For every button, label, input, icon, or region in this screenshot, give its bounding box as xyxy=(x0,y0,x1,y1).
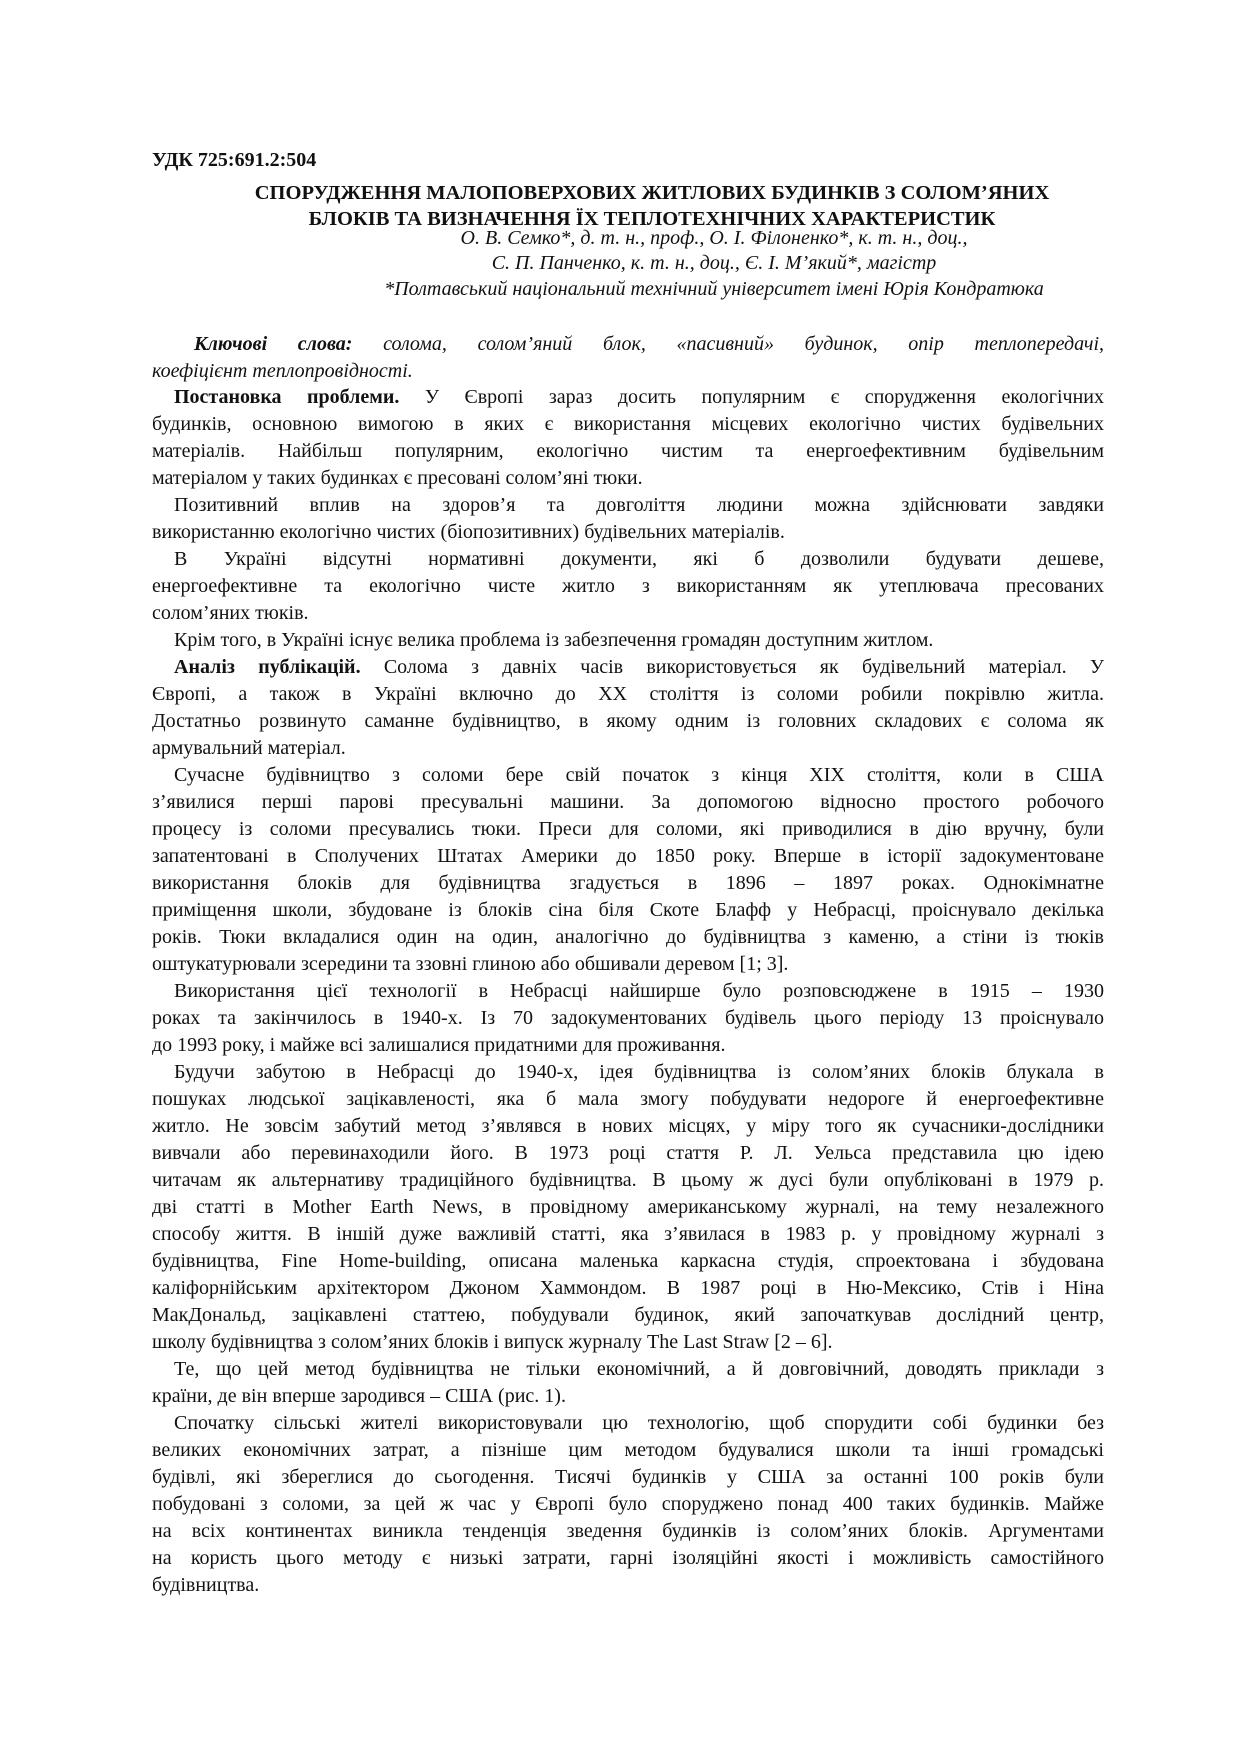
text-line xyxy=(152,1140,1104,1167)
line-text: Те, що цей метод будівництва не тільки економічний, а й довговічний, доводять приклади з xyxy=(174,1358,1104,1380)
line-text: до 1993 року, і майже всі залишалися придатними для проживання. xyxy=(152,1034,726,1056)
paragraph xyxy=(152,762,1104,978)
line-text: будівництва, Fine Home-building, описана маленька каркасна студія, спроектована і збудована xyxy=(152,1250,1104,1272)
text-line xyxy=(152,411,1104,438)
text-line xyxy=(152,573,1104,600)
text-line xyxy=(152,978,1104,1005)
text-line xyxy=(152,600,1104,627)
line-text: Солома з давніх часів використовується як будівельний матеріал. У xyxy=(360,656,1104,678)
line-text: У Європі зараз досить популярним є спорудження екологічних xyxy=(399,386,1104,408)
line-text: оштукатурювали зсередини та ззовні глиною або обшивали деревом [1; 3]. xyxy=(152,953,789,975)
text-line xyxy=(152,681,1104,708)
text-line xyxy=(152,924,1104,951)
udc-code: УДК 725:691.2:504 xyxy=(152,149,317,171)
line-text: великих економічних затрат, а пізніше цим методом будувалися школи та інші громадські xyxy=(152,1439,1104,1461)
line-text: країни, де він вперше зародився – США (рис. 1). xyxy=(152,1385,566,1407)
text-line xyxy=(152,1167,1104,1194)
line-text: матеріалом у таких будинках є пресовані солом’яні тюки. xyxy=(152,467,643,489)
line-text: армувальний матеріал. xyxy=(152,737,346,759)
line-text: матеріалів. Найбільш популярним, екологічно чистим та енергоефективним будівельним xyxy=(152,440,1104,462)
text-line xyxy=(152,1518,1104,1545)
line-text: з’явилися перші парові пресувальні машини. За допомогою відносно простого робочого xyxy=(152,791,1104,813)
text-line xyxy=(152,951,1104,978)
text-line xyxy=(152,1302,1104,1329)
text-line xyxy=(152,1572,1104,1599)
text-line xyxy=(152,1437,1104,1464)
text-line xyxy=(152,627,1104,654)
text-line xyxy=(152,1059,1104,1086)
line-text: Будучи забутою в Небрасці до 1940-х, ідея будівництва із солом’яних блоків блукала в xyxy=(174,1061,1104,1083)
line-text: енергоефективне та екологічно чисте житло з використанням як утеплювача пресованих xyxy=(152,575,1104,597)
text-line xyxy=(152,816,1104,843)
text-line xyxy=(152,519,1104,546)
line-text: вивчали або перевинаходили його. В 1973 році стаття Р. Л. Уельса представила цю ідею xyxy=(152,1142,1104,1164)
paragraph xyxy=(152,1356,1104,1410)
authors-line-1: О. В. Семко*, д. т. н., проф., О. І. Філоненко*, к. т. н., доц., xyxy=(460,227,968,249)
text-line xyxy=(152,1383,1104,1410)
paragraph xyxy=(152,1059,1104,1356)
article-title-line-2: БЛОКІВ ТА ВИЗНАЧЕННЯ ЇХ ТЕПЛОТЕХНІЧНИХ ХАРАКТЕРИСТИК xyxy=(308,208,996,230)
text-line xyxy=(152,492,1104,519)
text-line xyxy=(152,438,1104,465)
text-line xyxy=(152,1329,1104,1356)
line-text: Достатньо розвинуто саманне будівництво, в якому одним із головних складових є солома як xyxy=(152,710,1104,732)
paragraph xyxy=(152,1410,1104,1599)
text-line xyxy=(152,1410,1104,1437)
text-line xyxy=(152,1113,1104,1140)
line-text: каліфорнійським архітектором Джоном Хаммондом. В 1987 році в Ню-Мексико, Стів і Ніна xyxy=(152,1277,1104,1299)
keywords-label: Ключові слова: xyxy=(194,333,353,355)
line-text: років. Тюки вкладалися один на один, аналогічно до будівництва з каменю, а стіни із тюків xyxy=(152,926,1104,948)
text-line xyxy=(152,546,1104,573)
line-text: використання блоків для будівництва згадується в 1896 – 1897 роках. Однокімнатне xyxy=(152,872,1104,894)
text-line xyxy=(152,465,1104,492)
text-line xyxy=(152,1005,1104,1032)
text-line xyxy=(152,1491,1104,1518)
text-line xyxy=(152,843,1104,870)
line-text: приміщення школи, збудоване із блоків сіна біля Скоте Блафф у Небрасці, проіснувало декілька xyxy=(152,899,1104,921)
line-text: Спочатку сільські жителі використовували цю технологію, щоб спорудити собі будинки без xyxy=(174,1412,1104,1434)
line-text: запатентовані в Сполучених Штатах Америки до 1850 року. Вперше в історії задокументоване xyxy=(152,845,1104,867)
text-line xyxy=(152,1194,1104,1221)
text-line xyxy=(152,1248,1104,1275)
line-text: пошуках людської зацікавленості, яка б мала змогу побудувати недороге й енергоефективне xyxy=(152,1088,1104,1110)
line-text: Використання цієї технології в Небрасці найширше було розповсюджене в 1915 – 1930 xyxy=(174,980,1104,1002)
keywords-line-2: коефіцієнт теплопровідності. xyxy=(152,359,413,382)
line-text: Позитивний вплив на здоров’я та довголіття людини можна здійснювати завдяки xyxy=(174,494,1104,516)
line-text: МакДональд, зацікавлені статтею, побудували будинок, який започаткував дослідний центр, xyxy=(152,1304,1104,1326)
text-line xyxy=(152,708,1104,735)
paragraph xyxy=(152,978,1104,1059)
line-text: способу життя. В іншій дуже важливій статті, яка з’явилася в 1983 р. у провідному журналі з xyxy=(152,1223,1104,1245)
paragraph xyxy=(152,384,1104,492)
line-text: житло. Не зовсім забутий метод з’являвся в нових місцях, у міру того як сучасники-дослідники xyxy=(152,1115,1104,1137)
text-line xyxy=(152,1356,1104,1383)
keywords xyxy=(152,331,1104,384)
line-text: на користь цього методу є низькі затрати, гарні ізоляційні якості і можливість самостійного xyxy=(152,1547,1104,1569)
line-text: процесу із соломи пресувались тюки. Преси для соломи, які приводилися в дію вручну, були xyxy=(152,818,1104,840)
line-text: школу будівництва з солом’яних блоків і випуск журналу The Last Straw [2 – 6]. xyxy=(152,1331,833,1353)
text-line xyxy=(152,1032,1104,1059)
line-text: солом’яних тюків. xyxy=(152,602,309,624)
text-line xyxy=(152,735,1104,762)
line-text: побудовані з соломи, за цей ж час у Європі було споруджено понад 400 таких будинків. Майже xyxy=(152,1493,1104,1515)
text-line xyxy=(152,762,1104,789)
text-line xyxy=(152,1221,1104,1248)
paragraph xyxy=(152,492,1104,546)
text-line xyxy=(152,1086,1104,1113)
text-line xyxy=(152,1545,1104,1572)
text-line xyxy=(152,654,1104,681)
keywords-line-1 xyxy=(152,331,1104,358)
paragraph xyxy=(152,546,1104,627)
keywords-text: солома, солом’яний блок, «пасивний» будинок, опір теплопередачі, xyxy=(352,333,1104,355)
text-line xyxy=(152,897,1104,924)
line-text: будівництва. xyxy=(152,1574,260,1596)
line-text: будівлі, які збереглися до сьогодення. Тисячі будинків у США за останні 100 років були xyxy=(152,1466,1104,1488)
paragraph xyxy=(152,654,1104,762)
affiliation: *Полтавський національний технічний університет імені Юрія Кондратюка xyxy=(384,278,1044,300)
text-line xyxy=(152,384,1104,411)
line-text: використанню екологічно чистих (біопозитивних) будівельних матеріалів. xyxy=(152,521,785,543)
line-text: Європі, а також в Україні включно до XX століття із соломи робили покрівлю житла. xyxy=(152,683,1104,705)
text-line xyxy=(152,789,1104,816)
line-text: Сучасне будівництво з соломи бере свій початок з кінця XIX століття, коли в США xyxy=(174,764,1104,786)
line-text: роках та закінчилось в 1940-х. Із 70 задокументованих будівель цього періоду 13 проіснувало xyxy=(152,1007,1104,1029)
line-text: В Україні відсутні нормативні документи, які б дозволили будувати дешеве, xyxy=(174,548,1104,570)
section-heading: Постановка проблеми. xyxy=(174,386,400,408)
authors-line-2: С. П. Панченко, к. т. н., доц., Є. І. М’який*, магістр xyxy=(491,252,937,274)
text-line xyxy=(152,1464,1104,1491)
text-line xyxy=(152,1275,1104,1302)
paragraph xyxy=(152,627,1104,654)
line-text: на всіх континентах виникла тенденція зведення будинків із солом’яних блоків. Аргументами xyxy=(152,1520,1104,1542)
text-line xyxy=(152,870,1104,897)
article-title-line-1: СПОРУДЖЕННЯ МАЛОПОВЕРХОВИХ ЖИТЛОВИХ БУДИНКІВ З СОЛОМ’ЯНИХ xyxy=(254,182,1050,204)
line-text: дві статті в Mother Earth News, в провідному американському журналі, на тему незалежного xyxy=(152,1196,1104,1218)
line-text: Крім того, в Україні існує велика проблема із забезпечення громадян доступним житлом. xyxy=(174,629,934,651)
line-text: читачам як альтернативу традиційного будівництва. В цьому ж дусі були опубліковані в 1979 р. xyxy=(152,1169,1104,1191)
line-text: будинків, основною вимогою в яких є використання місцевих екологічно чистих будівельних xyxy=(152,413,1104,435)
section-heading: Аналіз публікацій. xyxy=(174,656,361,678)
article-body xyxy=(152,384,1104,1599)
